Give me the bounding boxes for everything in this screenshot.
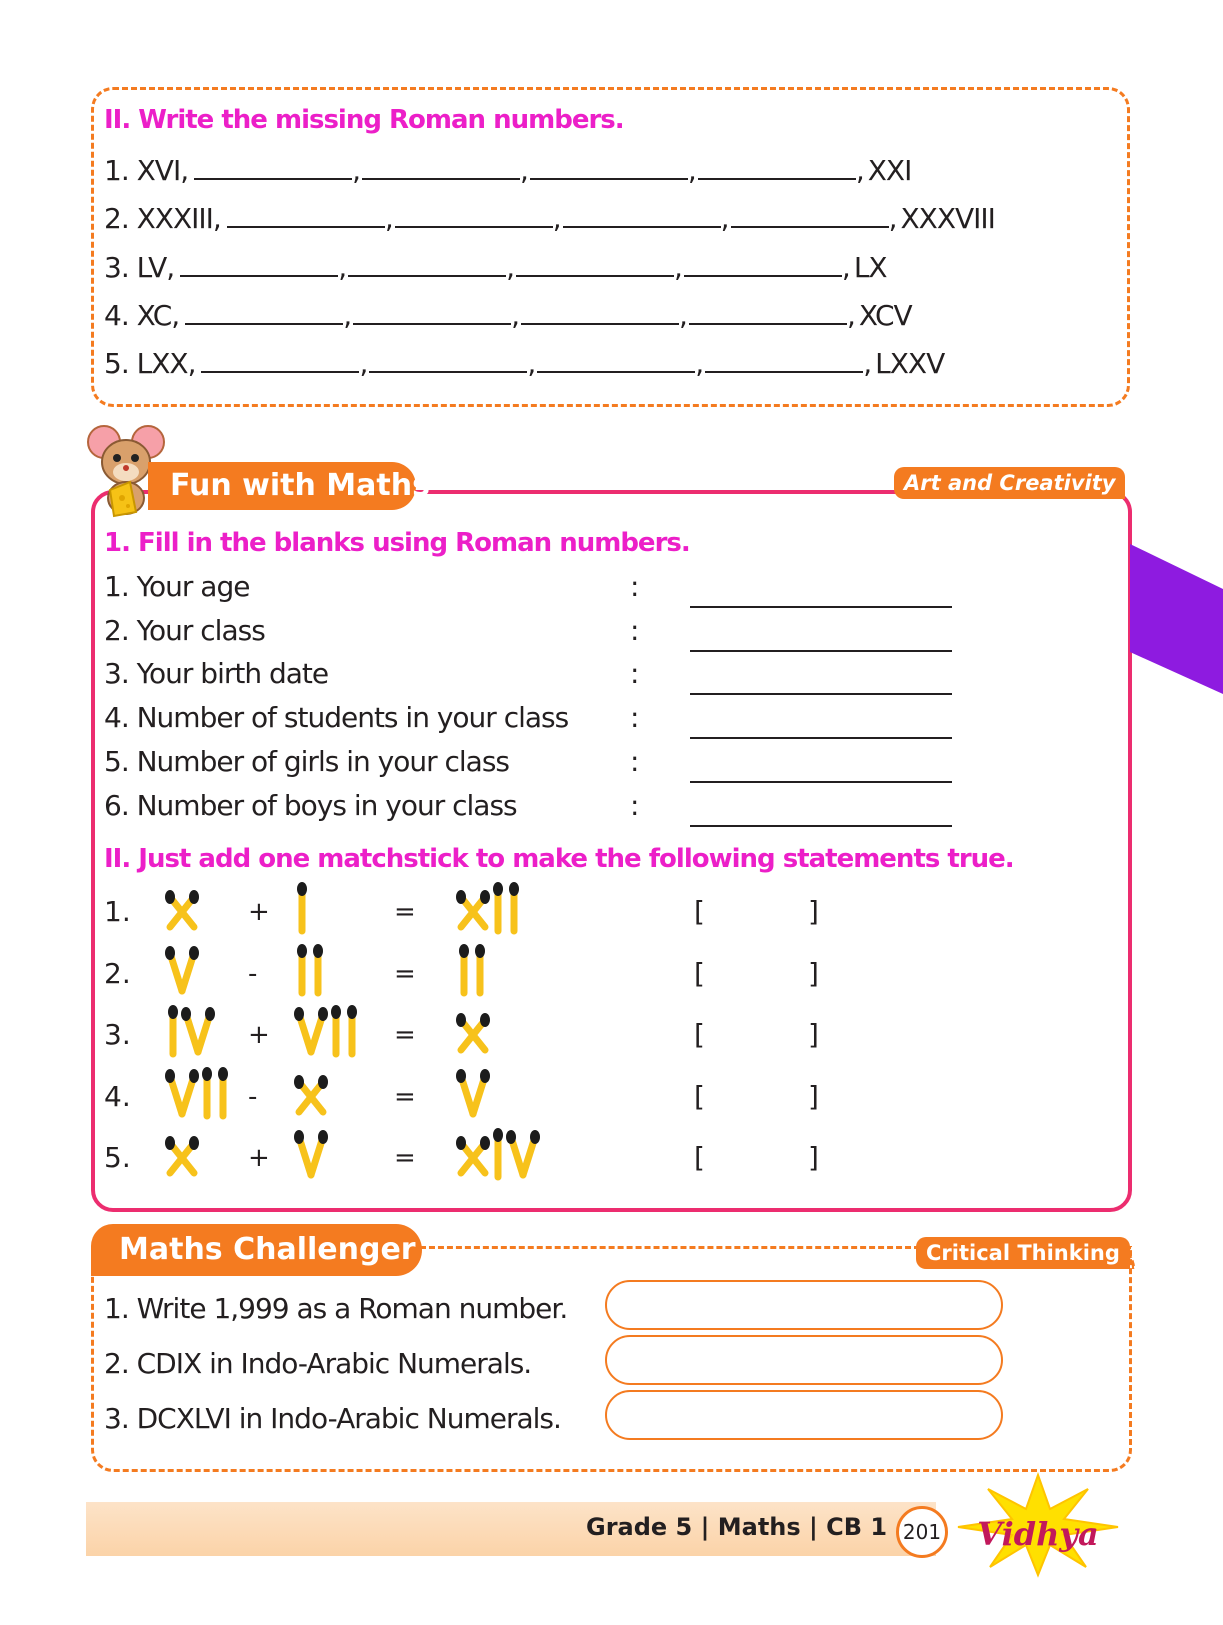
sequence-end: LX	[853, 251, 887, 284]
answer-blank[interactable]	[563, 198, 721, 228]
matchstick-result	[456, 1006, 490, 1058]
matchstick-row-number: 4.	[104, 1080, 131, 1113]
equals-sign: =	[394, 1020, 416, 1050]
operator-sign: +	[248, 1143, 270, 1173]
matchstick-head	[456, 1013, 466, 1027]
comma: ,	[841, 251, 850, 284]
matchstick-row-number: 1.	[104, 895, 131, 928]
answer-blank[interactable]	[369, 343, 527, 373]
answer-line[interactable]	[690, 693, 952, 695]
sequence-start: 3. LV,	[104, 251, 175, 284]
matchstick-left-operand	[165, 945, 199, 997]
answer-blank[interactable]	[705, 343, 863, 373]
answer-bracket-open: [	[694, 895, 705, 928]
equals-sign: =	[394, 959, 416, 989]
footer-grade: Grade 5	[586, 1513, 693, 1541]
missing-roman-row	[104, 198, 995, 235]
sequence-start: 4. XC,	[104, 299, 180, 332]
matchstick-head	[294, 1075, 304, 1089]
equals-sign: =	[394, 1082, 416, 1112]
colon: :	[630, 701, 639, 734]
page-number: 201	[902, 1520, 942, 1544]
matchstick-right-operand	[294, 1006, 360, 1058]
answer-blank[interactable]	[521, 295, 679, 325]
fill-blank-label: 4. Number of students in your class	[104, 701, 569, 734]
operator-sign: -	[248, 1082, 258, 1112]
comma: ,	[352, 154, 361, 187]
comma: ,	[511, 299, 520, 332]
answer-bracket-close: ]	[808, 957, 819, 990]
footer-book: CB 1	[826, 1513, 888, 1541]
answer-blank[interactable]	[698, 150, 856, 180]
fill-blanks-heading: 1. Fill in the blanks using Roman numbers.	[104, 528, 690, 558]
maths-challenger-tab	[91, 1224, 422, 1276]
fill-blank-label: 5. Number of girls in your class	[104, 745, 510, 778]
missing-roman-row	[104, 247, 887, 284]
matchstick-right-operand	[294, 1068, 328, 1120]
matchstick-head	[313, 944, 323, 958]
challenger-question: 3. DCXLVI in Indo-Arabic Numerals.	[104, 1402, 561, 1435]
matchstick-head	[318, 1007, 328, 1021]
missing-roman-row	[104, 295, 912, 332]
answer-line[interactable]	[690, 737, 952, 739]
answer-blank[interactable]	[362, 150, 520, 180]
footer-separator: |	[809, 1513, 818, 1541]
answer-bracket-open: [	[694, 957, 705, 990]
sequence-start: 5. LXX,	[104, 347, 196, 380]
fill-blank-label: 2. Your class	[104, 614, 265, 647]
matchstick-head	[294, 1007, 304, 1021]
matchstick-head	[493, 882, 503, 896]
answer-blank[interactable]	[689, 295, 847, 325]
sequence-end: LXXV	[875, 347, 945, 380]
matchstick-head	[456, 1136, 466, 1150]
sequence-start: 2. XXXIII,	[104, 202, 221, 235]
equals-sign: =	[394, 897, 416, 927]
answer-bracket-close: ]	[808, 1141, 819, 1174]
answer-blank[interactable]	[684, 247, 842, 277]
matchstick-head	[218, 1067, 228, 1081]
comma: ,	[674, 251, 682, 284]
challenger-answer-box[interactable]	[605, 1280, 1003, 1330]
art-creativity-badge: Art and Creativity	[894, 467, 1125, 499]
matchstick-head	[456, 1069, 466, 1083]
matchstick-left-operand	[165, 1129, 199, 1181]
fun-with-maths-tab	[148, 462, 430, 510]
comma: ,	[520, 154, 528, 187]
matchstick-head	[165, 1136, 175, 1150]
operator-sign: +	[248, 1020, 270, 1050]
matchstick-right-operand	[294, 1129, 328, 1181]
matchstick-head	[459, 944, 469, 958]
colon: :	[630, 657, 639, 690]
matchstick-head	[189, 1136, 199, 1150]
matchstick-row-number: 3.	[104, 1018, 131, 1051]
fill-blank-label: 6. Number of boys in your class	[104, 789, 517, 822]
operator-sign: +	[248, 897, 270, 927]
colon: :	[630, 570, 639, 603]
answer-bracket-open: [	[694, 1080, 705, 1113]
answer-space[interactable]	[712, 895, 804, 929]
answer-blank[interactable]	[194, 150, 352, 180]
matchstick-head	[189, 1069, 199, 1083]
matchstick-left-operand	[165, 1006, 215, 1058]
comma: ,	[343, 299, 352, 332]
answer-bracket-close: ]	[808, 1080, 819, 1113]
sequence-end: XXXVIII	[900, 202, 995, 235]
comma: ,	[679, 299, 687, 332]
answer-blank[interactable]	[395, 198, 553, 228]
matchstick-heading: II. Just add one matchstick to make the following statements true.	[104, 844, 1014, 874]
critical-thinking-badge: Critical Thinking	[916, 1237, 1130, 1269]
comma: ,	[720, 202, 729, 235]
comma: ,	[359, 347, 368, 380]
answer-space[interactable]	[712, 1141, 804, 1175]
answer-blank[interactable]	[530, 150, 688, 180]
matchstick-head	[165, 946, 175, 960]
answer-bracket-open: [	[694, 1141, 705, 1174]
side-tab-decoration	[1130, 544, 1223, 694]
matchstick-right-operand	[294, 883, 310, 935]
matchstick-left-operand	[165, 1068, 231, 1120]
operator-sign: -	[248, 959, 258, 989]
answer-blank[interactable]	[731, 198, 889, 228]
challenger-question: 1. Write 1,999 as a Roman number.	[104, 1292, 568, 1325]
matchstick-head	[165, 1069, 175, 1083]
matchstick-head	[506, 1130, 516, 1144]
matchstick-head	[530, 1130, 540, 1144]
comma: ,	[846, 299, 855, 332]
maths-challenger-title: Maths Challenger	[119, 1232, 416, 1267]
comma: ,	[384, 202, 393, 235]
matchstick-head	[456, 890, 466, 904]
page-number-badge	[896, 1506, 948, 1558]
vidhya-logo-star-icon	[958, 1475, 1118, 1575]
missing-roman-heading: II. Write the missing Roman numbers.	[104, 105, 624, 135]
answer-space[interactable]	[712, 957, 804, 991]
answer-blank[interactable]	[353, 295, 511, 325]
answer-line[interactable]	[690, 781, 952, 783]
comma: ,	[552, 202, 561, 235]
answer-bracket-open: [	[694, 1018, 705, 1051]
matchstick-head	[181, 1007, 191, 1021]
matchstick-head	[480, 890, 490, 904]
answer-blank[interactable]	[516, 247, 674, 277]
sequence-end: XCV	[858, 299, 912, 332]
answer-blank[interactable]	[537, 343, 695, 373]
matchstick-result	[456, 1129, 540, 1181]
answer-blank[interactable]	[180, 247, 338, 277]
matchstick-head	[168, 1005, 178, 1019]
matchstick-head	[331, 1005, 341, 1019]
answer-space[interactable]	[712, 1018, 804, 1052]
matchstick-row-number: 5.	[104, 1141, 131, 1174]
matchstick-head	[189, 946, 199, 960]
matchstick-head	[509, 882, 519, 896]
matchstick-head	[202, 1067, 212, 1081]
answer-blank[interactable]	[227, 198, 385, 228]
comma: ,	[527, 347, 536, 380]
fill-blank-label: 1. Your age	[104, 570, 250, 603]
matchstick-head	[347, 1005, 357, 1019]
answer-blank[interactable]	[348, 247, 506, 277]
matchstick-left-operand	[165, 883, 199, 935]
challenger-answer-box[interactable]	[605, 1335, 1003, 1385]
sequence-start: 1. XVI,	[104, 154, 189, 187]
footer-subject: Maths	[717, 1513, 801, 1541]
answer-bracket-close: ]	[808, 895, 819, 928]
answer-blank[interactable]	[201, 343, 359, 373]
missing-roman-row	[104, 150, 911, 187]
matchstick-head	[318, 1130, 328, 1144]
answer-blank[interactable]	[185, 295, 343, 325]
matchstick-head	[480, 1013, 490, 1027]
answer-line[interactable]	[690, 606, 952, 608]
matchstick-head	[205, 1007, 215, 1021]
matchstick-right-operand	[294, 945, 326, 997]
matchstick-head	[480, 1136, 490, 1150]
answer-line[interactable]	[690, 650, 952, 652]
footer-separator: |	[700, 1513, 710, 1541]
fun-with-maths-title: Fun with Maths	[170, 468, 430, 503]
matchstick-head	[165, 890, 175, 904]
comma: ,	[338, 251, 347, 284]
challenger-answer-box[interactable]	[605, 1390, 1003, 1440]
comma: ,	[506, 251, 515, 284]
matchstick-head	[297, 882, 307, 896]
challenger-top-dash	[420, 1246, 920, 1249]
matchstick-head	[318, 1075, 328, 1089]
comma: ,	[855, 154, 864, 187]
comma: ,	[695, 347, 704, 380]
sequence-end: XXI	[867, 154, 912, 187]
footer-text	[586, 1513, 887, 1541]
comma: ,	[863, 347, 872, 380]
matchstick-head	[480, 1069, 490, 1083]
comma: ,	[687, 154, 696, 187]
colon: :	[630, 614, 639, 647]
matchstick-row-number: 2.	[104, 957, 131, 990]
matchstick-result	[456, 883, 522, 935]
matchstick-head	[297, 944, 307, 958]
colon: :	[630, 745, 639, 778]
matchstick-result	[456, 1068, 490, 1120]
answer-bracket-close: ]	[808, 1018, 819, 1051]
matchstick-head	[493, 1128, 503, 1142]
matchstick-head	[294, 1130, 304, 1144]
challenger-question: 2. CDIX in Indo-Arabic Numerals.	[104, 1347, 532, 1380]
fill-blank-label: 3. Your birth date	[104, 657, 329, 690]
comma: ,	[888, 202, 897, 235]
matchstick-result	[456, 945, 488, 997]
colon: :	[630, 789, 639, 822]
missing-roman-row	[104, 343, 944, 380]
vidhya-brand: Vidhya	[977, 1515, 1099, 1553]
matchstick-head	[189, 890, 199, 904]
equals-sign: =	[394, 1143, 416, 1173]
answer-line[interactable]	[690, 825, 952, 827]
matchstick-head	[475, 944, 485, 958]
answer-space[interactable]	[712, 1080, 804, 1114]
